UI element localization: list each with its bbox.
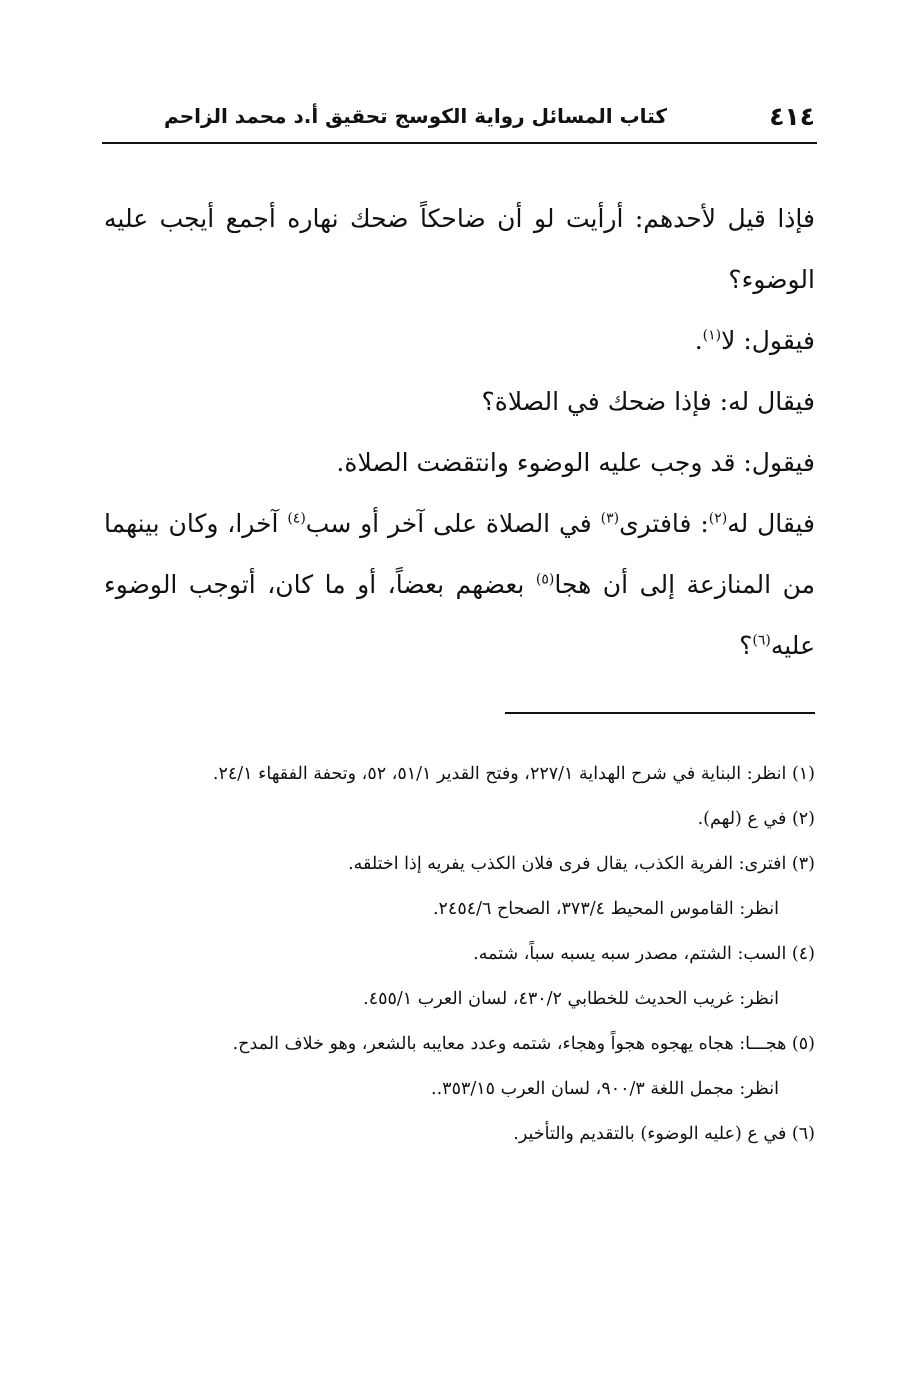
footnote-3: (٣) افترى: الفرية الكذب، يقال فرى فلان الكذب يفريه إذا اختلقه. <box>348 854 815 874</box>
footnote-5: (٥) هجـــا: هجاه يهجوه هجواً وهجاء، شتمه وعدد معايبه بالشعر، وهو خلاف المدح. <box>232 1034 815 1054</box>
footnote-4-source: انظر: غريب الحديث للخطابي ٤٣٠/٢، لسان العرب ٤٥٥/١. <box>363 989 779 1009</box>
paragraph-5-part-a: فيقال له <box>727 509 815 538</box>
page-header <box>102 100 817 144</box>
footnote-separator <box>505 712 815 714</box>
footnote-2: (٢) في ع (لهم). <box>697 809 815 829</box>
paragraph-4: فيقول: قد وجب عليه الوضوء وانتقضت الصلاة. <box>336 448 815 477</box>
paragraph-5-part-b: : فافترى <box>619 509 709 538</box>
paragraph-5-part-f: ؟ <box>739 631 753 660</box>
footnote-ref-1[interactable]: (١) <box>702 327 722 344</box>
footnotes <box>104 752 815 1157</box>
paragraph-5 <box>104 493 815 676</box>
footnote-ref-2[interactable]: (٢) <box>708 510 728 527</box>
footnote-ref-4[interactable]: (٤) <box>287 510 306 527</box>
paragraph-3: فيقال له: فإذا ضحك في الصلاة؟ <box>481 387 815 416</box>
footnote-6: (٦) في ع (عليه الوضوء) بالتقديم والتأخير. <box>513 1124 815 1144</box>
paragraph-1: فإذا قيل لأحدهم: أرأيت لو أن ضاحكاً ضحك نهاره أجمع أيجب عليه الوضوء؟ <box>104 204 815 294</box>
footnote-5-source: انظر: مجمل اللغة ٩٠٠/٣، لسان العرب ٣٥٣/١٥.. <box>431 1079 779 1099</box>
paragraph-2-end: . <box>694 326 703 355</box>
paragraph-5-part-e: بعضهم بعضاً، أو ما كان، أتوجب الوضوء عليه <box>104 570 815 660</box>
footnote-ref-5[interactable]: (٥) <box>535 571 555 588</box>
footnote-4: (٤) السب: الشتم، مصدر سبه يسبه سباً، شتمه. <box>473 944 815 964</box>
running-title: كتاب المسائل رواية الكوسج تحقيق أ.د محمد الزاحم <box>164 104 667 128</box>
footnote-1: (١) انظر: البناية في شرح الهداية ٢٢٧/١، وفتح القدير ٥١/١، ٥٢، وتحفة الفقهاء ٢٤/١. <box>212 764 815 784</box>
footnote-ref-3[interactable]: (٣) <box>600 510 620 527</box>
main-text <box>104 188 815 676</box>
paragraph-2-text: فيقول: لا <box>721 326 815 355</box>
paragraph-5-part-c: في الصلاة على آخر أو سب <box>305 509 601 538</box>
footnote-ref-6[interactable]: (٦) <box>752 632 771 649</box>
paragraph-2 <box>104 310 815 371</box>
footnote-3-source: انظر: القاموس المحيط ٣٧٣/٤، الصحاح ٢٤٥٤/٦. <box>432 899 779 919</box>
page-number: ٤١٤ <box>769 102 815 131</box>
paragraph-5-part-d: آخرا، وكان بينهما من المنازعة إلى أن هجا <box>104 509 815 599</box>
